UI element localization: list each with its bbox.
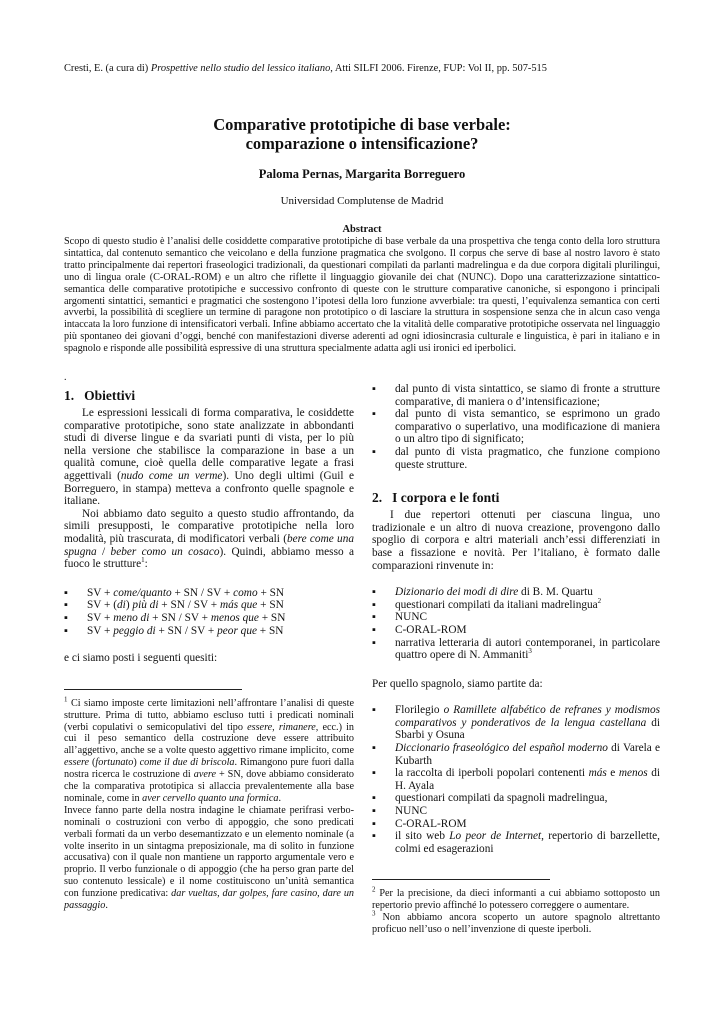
- authors: Paloma Pernas, Margarita Borreguero: [258, 167, 466, 181]
- abstract-dot: .: [64, 372, 67, 383]
- spanish-sources-intro: Per quello spagnolo, siamo partite da:: [372, 677, 543, 690]
- source-item: ▪ Florilegio o Ramillete alfabético de refranes y modismos comparativos y ponderativos de la lengua castellana di Sbarbi y Osuna: [372, 704, 660, 742]
- abstract-text: Scopo di questo studio è l’analisi delle cosiddette comparative prototipiche di base verbale da una prospettiva che tenga conto della loro struttura sintattica, dal contenuto semantico che veicolano e della funzione pragmatica che svolgono. Il corpus che serve di base al nostro lavoro è stato tratto principalmente dai repertori fraseologici tradizionali, da questionari compilati da parlanti madrelingua e da due corpora digitali plurilingui, uno di lingua orale (C-ORAL-ROM) e un altro che riflette il linguaggio giovanile dei chat (NUNC). Dopo una caratterizzazione sintattico-semantica delle comparative prototipiche e successivo confronto di queste con le strutture comparative canoniche, si espongono i principali argomenti sintattici, semantici e pragmatici che sostengono l’ipotesi della loro funzione avverbiale: tra questi, l’equivalenza semantica con certi avverbi, la possibilità di scegliere un termine di paragone non prototipico o di lasciare la struttura in sospensione senza che in alcun caso venga intaccata la loro funzione di intensificatori verbali. Infine abbiamo accertato che la vitalità delle comparative prototipiche osservata nel linguaggio più spontaneo dei giovani d’oggi, benché con manifestazioni diverse aderenti ad ogni idiosincrasia culturale e linguistica, è pari in italiano e in spagnolo e risponde alle possibilità espressive di una struttura specialmente adatta agli usi ironici ed iperbolici.: [64, 236, 661, 355]
- source-item: ▪ C-ORAL-ROM: [372, 624, 660, 637]
- question-item: ▪ dal punto di vista sintattico, se siamo di fronte a strutture comparative, di maniera o d’intensificazione;: [372, 383, 660, 408]
- title-line-1: Comparative prototipiche di base verbale:: [213, 115, 511, 134]
- source-item: ▪ Dizionario dei modi di dire di B. M. Quartu: [372, 586, 660, 599]
- source-item: ▪ questionari compilati da italiani madrelingua$^2$: [372, 599, 660, 612]
- paper-title: [60, 115, 664, 153]
- questions-intro: e ci siamo posti i seguenti quesiti:: [64, 652, 218, 665]
- section-1-heading: 1. Obiettivi: [64, 388, 136, 403]
- source-item: ▪ NUNC: [372, 805, 660, 818]
- left-column: [64, 388, 354, 912]
- source-item: ▪ C-ORAL-ROM: [372, 818, 660, 831]
- affiliation: Universidad Complutense de Madrid: [280, 195, 444, 207]
- section-1-paragraph-2: Noi abbiamo dato seguito a questo studio affrontando, da simili presupposti, le comparative prototipiche nella loro modalità, più trascurata, di modificatori verbali (bere come una spugna / beber como un cosaco). Quindi, abbiamo messo a fuoco le strutture$^1$:: [64, 507, 354, 571]
- spanish-sources-list: [372, 704, 660, 855]
- formula-item: ▪ SV + come/quanto + SN / SV + como + SN: [64, 587, 354, 600]
- italian-sources-list: [372, 586, 660, 662]
- questions-list: [372, 383, 660, 471]
- footnote-1: $^1$ Ci siamo imposte certe limitazioni nell’affrontare l’analisi di queste strutture. Prima di tutto, abbiamo escluso tutti i predicati nominali (verbi copulativi o semicopulativi del tipo essere, rimanere, ecc.) in cui il peso semantico della costruzione deve essere attribuito all’aggettivo, anche se a volte questo aggettivo rimane implicito, come essere (fortunato) come il due di briscola. Rimangono pure fuori dalla nostra ricerca le costruzione di avere + SN, dove abbiamo considerato che la comparativa prototipica si allaccia prevalentemente alla base nominale, come in aver cervello quanto una formica. Invece fanno parte della nostra indagine le chiamate perifrasi verbo-nominali o costruzioni con verbo di appoggio, che sono predicati verbali formati da un verbo desemantizzato e un elemento nominale (a volte inserito in un sintagma preposizionale, ma di solito in funzione accusativa) con il quale non mantiene un rapporto argumentale vero e proprio. Il verbo funzionale o di appoggio (che ha perso gran parte del suo contenuto lessicale) e il nome costituiscono un’unità semantica con funzione predicativa: dar vueltas, dar golpes, fare casino, dare un passaggio.: [64, 695, 355, 912]
- source-item: ▪ Diccionario fraseológico del español moderno di Varela e Kubarth: [372, 742, 660, 767]
- source-item: ▪ la raccolta di iperboli popolari contenenti más e menos di H. Ayala: [372, 767, 660, 792]
- source-item: ▪ narrativa letteraria di autori contemporanei, in particolare quattro opere di N. Ammaniti$^3$: [372, 637, 660, 662]
- right-column: [372, 383, 660, 936]
- footnote-rule: [64, 689, 242, 690]
- section-1-paragraph-1: Le espressioni lessicali di forma comparativa, le cosiddette comparative prototipiche, sono state analizzate in abbondanti studi di diverse lingue e da svariati punti di vista, per lo più nella versione che stabilisce la comparazione in base a un qualità comune, cioè quella delle comparative legate a frasi aggettivali (nudo come un verme). Uno degli ultimi (Guil e Borreguero, in stampa) metteva a confronto quelle spagnole e italiane.: [64, 407, 354, 508]
- section-2-paragraph-1: I due repertori ottenuti per ciascuna lingua, uno tradizionale e un altro di nuova creazione, provengono dallo spoglio di corpora e altri materiali anch’essi differenziati in base a fissazione e novità. Per l’italiano, è formato dalle comparazioni rinvenute in:: [372, 509, 660, 572]
- footnote-3: $^3$ Non abbiamo ancora scoperto un autore spagnolo altrettanto proficuo nell’uso o nell’invenzione di queste iperboli.: [372, 909, 660, 936]
- footnote-2: $^2$ Per la precisione, da dieci informanti a cui abbiamo sottoposto un repertorio previo affinché lo potessero correggere o aumentare.: [372, 886, 660, 912]
- title-line-2: comparazione o intensificazione?: [245, 134, 479, 153]
- abstract-heading: Abstract: [342, 224, 382, 235]
- source-item: ▪ questionari compilati da spagnoli madrelingua,: [372, 792, 660, 805]
- formula-item: ▪ SV + peggio di + SN / SV + peor que + SN: [64, 625, 354, 638]
- formula-item: ▪ SV + meno di + SN / SV + menos que + SN: [64, 612, 354, 625]
- question-item: ▪ dal punto di vista semantico, se esprimono un grado comparativo o superlativo, una modificazione di maniera o un altro tipo di significato;: [372, 408, 660, 446]
- formula-item: ▪ SV + (di) più di + SN / SV + más que + SN: [64, 599, 354, 612]
- running-header: Cresti, E. (a cura di) Prospettive nello studio del lessico italiano, Atti SILFI 2006. Firenze, FUP: Vol II, pp. 507-515: [64, 63, 547, 74]
- formula-list: [64, 587, 354, 637]
- source-item: ▪ NUNC: [372, 611, 660, 624]
- section-2-heading: 2. I corpora e le fonti: [372, 490, 500, 506]
- footnote-rule: [372, 879, 550, 880]
- question-item: ▪ dal punto di vista pragmatico, che funzione compiono queste strutture.: [372, 446, 660, 471]
- source-item: ▪ il sito web Lo peor de Internet, repertorio di barzellette, colmi ed esagerazioni: [372, 830, 660, 855]
